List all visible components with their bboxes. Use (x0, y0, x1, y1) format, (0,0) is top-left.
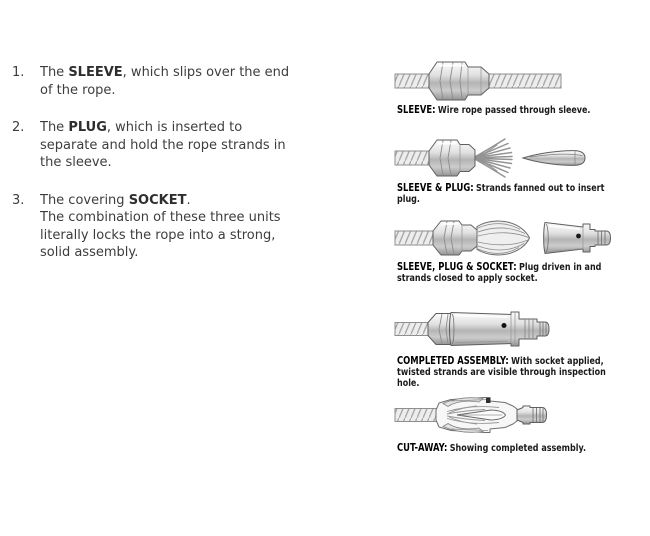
sleeve-figure-graphic (393, 58, 568, 104)
figure-caption (397, 443, 625, 454)
figure-caption-text: Showing completed assembly. (449, 443, 586, 454)
list-item-text: The SLEEVE, which slips over the end of the rope. (40, 65, 290, 98)
figure-caption-text: Wire rope passed through sleeve. (437, 105, 591, 116)
list-item (10, 119, 370, 172)
figure-caption (397, 356, 625, 389)
closed-strands-graphic (477, 221, 530, 255)
list-item (10, 64, 370, 99)
figure-caption (397, 262, 625, 284)
figure-caption-text: Strands fanned out to insert plug. (397, 183, 605, 205)
figure-caption (397, 105, 625, 116)
sleeve-plug-socket-figure-graphic (393, 216, 615, 260)
socket-graphic (450, 312, 550, 346)
list-item-number: 3. (12, 192, 25, 208)
list-item-text: The PLUG, which is inserted to separate and hold the rope strands in the sleeve. (40, 120, 286, 170)
figure-caption-label: CUT-AWAY: (397, 442, 448, 454)
list-item-number: 2. (12, 120, 25, 135)
sleeve-fitting-graphic (428, 314, 452, 345)
fanned-strands-graphic (473, 139, 512, 177)
cut-away-figure-graphic (393, 390, 548, 440)
inspection-hole-dot (576, 234, 581, 239)
sleeve-fitting-graphic (433, 221, 477, 255)
figure-sleeve (393, 58, 568, 104)
figure-caption-label: COMPLETED ASSEMBLY: (397, 355, 509, 367)
inspection-hole-dot (502, 323, 507, 328)
completed-assembly-figure-graphic (393, 306, 553, 352)
figure-caption-text: With socket applied, twisted strands are visible through inspection hole. (397, 356, 606, 389)
instruction-list (10, 64, 370, 282)
socket-graphic (544, 223, 611, 254)
threaded-stud-graphic (517, 406, 547, 424)
figure-sleeve-plug (393, 133, 593, 183)
sleeve-fitting-graphic (429, 140, 475, 176)
plug-graphic (523, 151, 585, 166)
sleeve-fitting-graphic (429, 62, 489, 100)
list-item (10, 192, 370, 262)
wire-rope-graphic (395, 323, 433, 336)
cut-notch (486, 398, 491, 403)
sleeve-plug-figure-graphic (393, 133, 593, 183)
figure-cut-away (393, 390, 548, 440)
figure-caption-text: Plug driven in and strands closed to apply socket. (397, 262, 602, 284)
figure-caption-label: SLEEVE: (397, 104, 436, 116)
figure-sleeve-plug-socket (393, 216, 615, 260)
figure-caption-label: SLEEVE, PLUG & SOCKET: (397, 261, 517, 273)
list-item-text: The covering SOCKET. The combination of these three units literally locks the rope into a strong, solid assembly. (40, 192, 281, 260)
figure-caption (397, 183, 625, 205)
list-item-number: 1. (12, 65, 25, 80)
figure-caption-label: SLEEVE & PLUG: (397, 182, 474, 194)
figure-completed-assembly (393, 306, 553, 352)
